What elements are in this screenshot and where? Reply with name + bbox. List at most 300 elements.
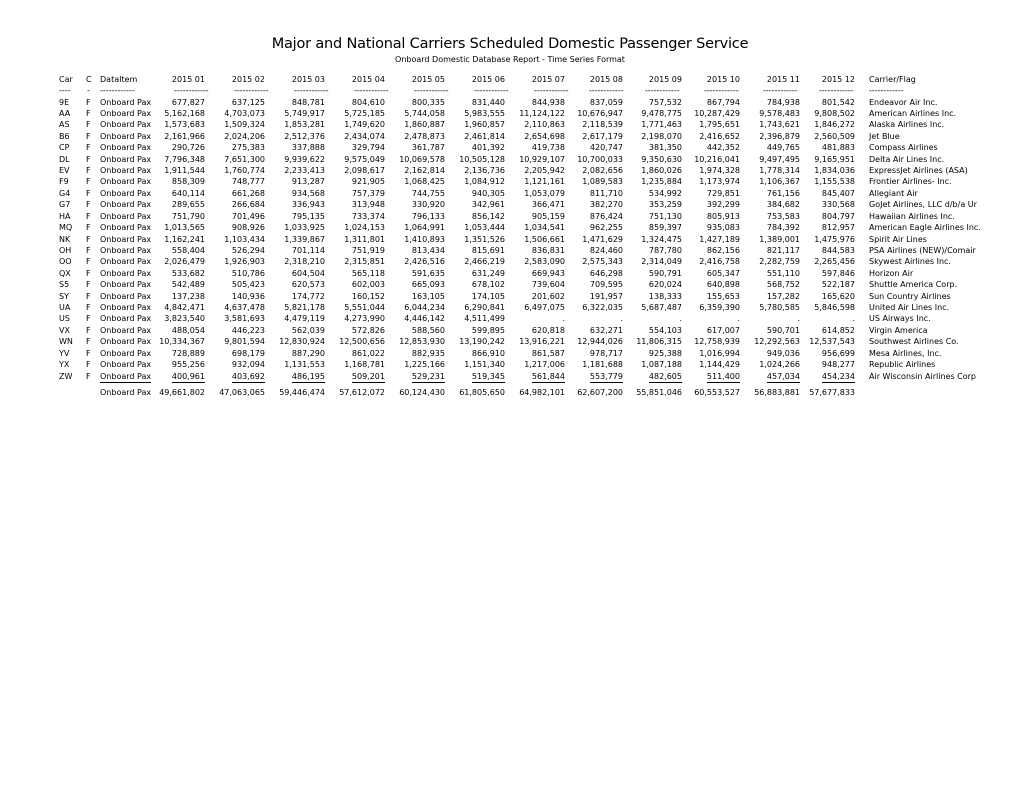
table-cell-col-2015-01: 5,162,168 xyxy=(164,108,205,118)
table-cell-col-2015-08: 646,298 xyxy=(589,268,623,278)
table-cell-col-2015-01: 7,796,348 xyxy=(164,154,205,164)
table-cell-col-2015-03: 174,772 xyxy=(291,291,325,301)
table-cell-col-2015-02: 1,103,434 xyxy=(224,234,265,244)
table-cell-col-car: OO xyxy=(59,257,72,267)
table-cell-col-class: F xyxy=(86,177,91,187)
table-cell-col-2015-06: 866,910 xyxy=(471,348,505,358)
table-cell-col-2015-04: 921,905 xyxy=(351,177,385,187)
header-rule: ------------ xyxy=(174,86,209,95)
table-cell-col-dataitem: Onboard Pax xyxy=(100,257,152,267)
table-cell-col-2015-08: 10,676,947 xyxy=(577,108,623,118)
table-cell-col-2015-10: 605,347 xyxy=(706,268,740,278)
table-cell-col-carrier: Delta Air Lines Inc. xyxy=(869,154,945,164)
table-cell-col-2015-05: 665,093 xyxy=(411,280,445,290)
table-cell-col-2015-03: 336,943 xyxy=(291,200,325,210)
table-cell-col-2015-10: 862,156 xyxy=(706,245,740,255)
table-cell-col-class: F xyxy=(86,108,91,118)
table-cell-col-2015-05: 882,935 xyxy=(411,348,445,358)
table-cell-col-2015-06: 6,290,841 xyxy=(464,303,505,313)
table-cell-col-2015-07: 201,602 xyxy=(531,291,565,301)
table-cell-col-2015-11: 1,024,266 xyxy=(759,360,800,370)
table-cell-col-2015-03: 5,749,917 xyxy=(284,108,325,118)
table-cell-col-2015-04: 5,725,185 xyxy=(344,108,385,118)
table-cell-col-2015-03: 887,290 xyxy=(291,348,325,358)
table-cell-col-2015-10: 12,758,939 xyxy=(694,337,740,347)
table-cell-col-class: F xyxy=(86,131,91,141)
header-col-2015-04: 2015 04 xyxy=(351,75,385,84)
table-cell-col-2015-12: 522,187 xyxy=(821,280,855,290)
table-cell-col-2015-07: 561,844 xyxy=(531,371,565,381)
table-cell-col-2015-05: 12,853,930 xyxy=(399,337,445,347)
table-cell-col-2015-06: 401,392 xyxy=(471,143,505,153)
table-cell-col-2015-12: 801,542 xyxy=(821,97,855,107)
total-cell-col-2015-05: 60,124,430 xyxy=(399,388,445,397)
table-cell-col-2015-01: 1,911,544 xyxy=(164,166,205,176)
table-cell-col-2015-07: 905,159 xyxy=(531,211,565,221)
table-cell-col-2015-01: 677,827 xyxy=(171,97,205,107)
table-cell-col-2015-03: 9,939,622 xyxy=(284,154,325,164)
table-cell-col-2015-07: 1,121,161 xyxy=(524,177,565,187)
table-cell-col-2015-12: 956,699 xyxy=(821,348,855,358)
table-cell-col-dataitem: Onboard Pax xyxy=(100,131,152,141)
table-cell-col-2015-11: 1,778,314 xyxy=(759,166,800,176)
table-cell-col-dataitem: Onboard Pax xyxy=(100,303,152,313)
table-cell-col-2015-04: 160,152 xyxy=(351,291,385,301)
header-col-2015-02: 2015 02 xyxy=(231,75,265,84)
table-cell-col-2015-02: 748,777 xyxy=(231,177,265,187)
table-cell-col-2015-04: 1,311,801 xyxy=(344,234,385,244)
table-cell-col-2015-04: 329,794 xyxy=(351,143,385,153)
table-cell-col-class: F xyxy=(86,257,91,267)
table-cell-col-2015-10: 511,400 xyxy=(706,371,740,381)
table-cell-col-2015-05: 813,434 xyxy=(411,245,445,255)
table-cell-col-2015-01: 1,162,241 xyxy=(164,234,205,244)
table-cell-col-2015-11: 821,117 xyxy=(766,245,800,255)
table-cell-col-2015-10: 1,016,994 xyxy=(699,348,740,358)
table-cell-col-2015-06: 1,053,444 xyxy=(464,223,505,233)
table-cell-col-2015-07: 2,583,090 xyxy=(524,257,565,267)
table-cell-col-2015-12: 614,852 xyxy=(821,325,855,335)
table-cell-col-2015-09: 751,130 xyxy=(648,211,682,221)
table-cell-col-2015-06: 1,960,857 xyxy=(464,120,505,130)
table-cell-col-2015-08: 191,957 xyxy=(589,291,623,301)
table-cell-col-2015-01: 3,823,540 xyxy=(164,314,205,324)
table-cell-col-2015-08: 962,255 xyxy=(589,223,623,233)
table-cell-col-2015-07: 2,110,863 xyxy=(524,120,565,130)
table-cell-col-car: US xyxy=(59,314,70,324)
table-cell-col-2015-03: 848,781 xyxy=(291,97,325,107)
table-cell-col-2015-08: 2,118,539 xyxy=(582,120,623,130)
table-cell-col-car: NK xyxy=(59,234,71,244)
table-cell-col-2015-11: 551,110 xyxy=(766,268,800,278)
header-col-2015-05: 2015 05 xyxy=(411,75,445,84)
table-cell-col-carrier: Republic Airlines xyxy=(869,360,936,370)
table-cell-col-car: F9 xyxy=(59,177,69,187)
table-cell-col-2015-12: 454,234 xyxy=(821,371,855,381)
table-cell-col-2015-02: 3,581,693 xyxy=(224,314,265,324)
table-cell-col-2015-05: 6,044,234 xyxy=(404,303,445,313)
table-cell-col-dataitem: Onboard Pax xyxy=(100,371,152,381)
header-rule: ------------ xyxy=(645,86,680,95)
total-cell-col-2015-04: 57,612,072 xyxy=(339,388,385,397)
table-cell-col-2015-01: 4,842,471 xyxy=(164,303,205,313)
table-cell-col-2015-08: 10,700,033 xyxy=(577,154,623,164)
header-rule: ------------ xyxy=(474,86,509,95)
table-cell-col-2015-08: 420,747 xyxy=(589,143,623,153)
table-cell-col-2015-05: 1,410,893 xyxy=(404,234,445,244)
table-cell-col-2015-03: 1,131,553 xyxy=(284,360,325,370)
table-cell-col-2015-10: 1,974,328 xyxy=(699,166,740,176)
table-cell-col-2015-08: 1,471,629 xyxy=(582,234,623,244)
table-cell-col-dataitem: Onboard Pax xyxy=(100,234,152,244)
table-cell-col-carrier: American Airlines Inc. xyxy=(869,108,957,118)
table-cell-col-2015-01: 290,726 xyxy=(171,143,205,153)
table-cell-col-dataitem: Onboard Pax xyxy=(100,154,152,164)
table-cell-col-2015-11: 568,752 xyxy=(766,280,800,290)
table-cell-col-2015-12: 481,883 xyxy=(821,143,855,153)
table-cell-col-class: F xyxy=(86,154,91,164)
table-cell-col-2015-07: 1,217,006 xyxy=(524,360,565,370)
header-rule: ------------ xyxy=(414,86,449,95)
table-cell-col-car: EV xyxy=(59,166,70,176)
header-rule: ------------ xyxy=(763,86,798,95)
table-cell-col-2015-03: 620,573 xyxy=(291,280,325,290)
header-col-dataitem: DataItem xyxy=(100,75,138,84)
table-cell-col-2015-03: 2,233,413 xyxy=(284,166,325,176)
total-cell-col-2015-02: 47,063,065 xyxy=(219,388,265,397)
table-cell-col-2015-05: 591,635 xyxy=(411,268,445,278)
table-cell-col-2015-11: 457,034 xyxy=(766,371,800,381)
table-cell-col-2015-05: 1,068,425 xyxy=(404,177,445,187)
table-cell-col-2015-07: 6,497,075 xyxy=(524,303,565,313)
table-cell-col-2015-12: 1,475,976 xyxy=(814,234,855,244)
table-cell-col-2015-10: 1,173,974 xyxy=(699,177,740,187)
table-cell-col-class: F xyxy=(86,325,91,335)
table-cell-col-2015-02: 510,786 xyxy=(231,268,265,278)
table-cell-col-2015-11: 5,780,585 xyxy=(759,303,800,313)
table-cell-col-2015-03: 562,039 xyxy=(291,325,325,335)
table-cell-col-class: F xyxy=(86,314,91,324)
table-cell-col-2015-03: 5,821,178 xyxy=(284,303,325,313)
header-rule: ------------ xyxy=(294,86,329,95)
table-cell-col-2015-07: . xyxy=(562,314,565,324)
table-cell-col-2015-02: 932,094 xyxy=(231,360,265,370)
table-cell-col-2015-02: 701,496 xyxy=(231,211,265,221)
table-cell-col-2015-01: 400,961 xyxy=(171,371,205,381)
table-cell-col-2015-08: 2,082,656 xyxy=(582,166,623,176)
table-cell-col-2015-04: 9,575,049 xyxy=(344,154,385,164)
table-cell-col-dataitem: Onboard Pax xyxy=(100,360,152,370)
table-cell-col-car: 9E xyxy=(59,97,70,107)
table-cell-col-2015-06: 1,151,340 xyxy=(464,360,505,370)
table-cell-col-2015-12: 597,846 xyxy=(821,268,855,278)
table-cell-col-class: F xyxy=(86,371,91,381)
table-cell-col-2015-03: 1,033,925 xyxy=(284,223,325,233)
table-cell-col-2015-09: 787,780 xyxy=(648,245,682,255)
table-cell-col-2015-09: 381,350 xyxy=(648,143,682,153)
table-cell-col-2015-06: 174,105 xyxy=(471,291,505,301)
table-cell-col-2015-12: 804,797 xyxy=(821,211,855,221)
table-cell-col-class: F xyxy=(86,211,91,221)
table-cell-col-2015-04: 733,374 xyxy=(351,211,385,221)
table-cell-col-2015-02: 661,268 xyxy=(231,188,265,198)
table-cell-col-2015-01: 542,489 xyxy=(171,280,205,290)
table-cell-col-2015-04: 757,379 xyxy=(351,188,385,198)
table-cell-col-2015-04: 1,749,620 xyxy=(344,120,385,130)
table-cell-col-2015-10: 1,427,189 xyxy=(699,234,740,244)
table-cell-col-2015-01: 1,573,683 xyxy=(164,120,205,130)
table-cell-col-2015-02: 4,637,478 xyxy=(224,303,265,313)
total-cell-col-2015-03: 59,446,474 xyxy=(279,388,325,397)
table-cell-col-2015-11: 1,743,621 xyxy=(759,120,800,130)
table-cell-col-2015-09: 554,103 xyxy=(648,325,682,335)
header-col-2015-10: 2015 10 xyxy=(706,75,740,84)
table-cell-col-2015-03: 604,504 xyxy=(291,268,325,278)
table-cell-col-2015-05: 1,064,991 xyxy=(404,223,445,233)
table-cell-col-2015-06: 1,351,526 xyxy=(464,234,505,244)
table-cell-col-2015-04: 2,315,851 xyxy=(344,257,385,267)
table-cell-col-2015-07: 366,471 xyxy=(531,200,565,210)
table-cell-col-dataitem: Onboard Pax xyxy=(100,166,152,176)
total-cell-col-2015-08: 62,607,200 xyxy=(577,388,623,397)
table-cell-col-2015-10: 2,416,758 xyxy=(699,257,740,267)
table-cell-col-2015-11: 784,392 xyxy=(766,223,800,233)
table-cell-col-class: F xyxy=(86,97,91,107)
table-cell-col-2015-09: 5,687,487 xyxy=(641,303,682,313)
table-cell-col-carrier: Allegiant Air xyxy=(869,188,918,198)
header-col-2015-01: 2015 01 xyxy=(171,75,205,84)
table-cell-col-2015-01: 2,161,966 xyxy=(164,131,205,141)
table-cell-col-2015-05: 796,133 xyxy=(411,211,445,221)
table-cell-col-class: F xyxy=(86,166,91,176)
table-cell-col-2015-02: 140,936 xyxy=(231,291,265,301)
table-cell-col-class: F xyxy=(86,234,91,244)
table-cell-col-2015-09: 1,235,884 xyxy=(641,177,682,187)
table-cell-col-2015-11: 12,292,563 xyxy=(754,337,800,347)
table-cell-col-2015-10: 805,913 xyxy=(706,211,740,221)
header-col-2015-11: 2015 11 xyxy=(766,75,800,84)
total-cell-col-2015-01: 49,661,802 xyxy=(159,388,205,397)
table-cell-col-2015-01: 1,013,565 xyxy=(164,223,205,233)
table-cell-col-2015-04: 2,098,617 xyxy=(344,166,385,176)
table-cell-col-2015-05: 163,105 xyxy=(411,291,445,301)
table-cell-col-dataitem: Onboard Pax xyxy=(100,348,152,358)
table-cell-col-2015-12: 330,568 xyxy=(821,200,855,210)
table-cell-col-dataitem: Onboard Pax xyxy=(100,314,152,324)
table-cell-col-car: UA xyxy=(59,303,71,313)
table-cell-col-2015-09: 2,198,070 xyxy=(641,131,682,141)
table-cell-col-2015-02: 275,383 xyxy=(231,143,265,153)
table-cell-col-2015-05: 10,069,578 xyxy=(399,154,445,164)
table-cell-col-2015-07: 13,916,221 xyxy=(519,337,565,347)
table-cell-col-carrier: Mesa Airlines, Inc. xyxy=(869,348,942,358)
table-cell-col-2015-09: 1,860,026 xyxy=(641,166,682,176)
table-cell-col-2015-10: 10,287,429 xyxy=(694,108,740,118)
table-cell-col-2015-02: 526,294 xyxy=(231,245,265,255)
table-cell-col-2015-05: 5,744,058 xyxy=(404,108,445,118)
total-cell-col-2015-07: 64,982,101 xyxy=(519,388,565,397)
table-cell-col-2015-07: 10,929,107 xyxy=(519,154,565,164)
table-cell-col-2015-05: 330,920 xyxy=(411,200,445,210)
table-cell-col-2015-10: . xyxy=(737,314,740,324)
table-cell-col-2015-09: 925,388 xyxy=(648,348,682,358)
table-cell-col-2015-08: 382,270 xyxy=(589,200,623,210)
table-cell-col-2015-08: 978,717 xyxy=(589,348,623,358)
header-col-class: C xyxy=(86,75,92,84)
table-cell-col-2015-06: 13,190,242 xyxy=(459,337,505,347)
table-cell-col-2015-01: 640,114 xyxy=(171,188,205,198)
table-cell-col-2015-03: 12,830,924 xyxy=(279,337,325,347)
table-cell-col-class: F xyxy=(86,120,91,130)
table-cell-col-2015-05: 4,446,142 xyxy=(404,314,445,324)
table-cell-col-dataitem: Onboard Pax xyxy=(100,143,152,153)
table-cell-col-2015-11: 2,282,759 xyxy=(759,257,800,267)
table-cell-col-carrier: Spirit Air Lines xyxy=(869,234,927,244)
table-cell-col-2015-02: 1,926,903 xyxy=(224,257,265,267)
table-cell-col-2015-01: 137,238 xyxy=(171,291,205,301)
table-cell-col-carrier: US Airways Inc. xyxy=(869,314,931,324)
table-cell-col-2015-03: 701,114 xyxy=(291,245,325,255)
header-rule: ------------ xyxy=(819,86,854,95)
table-cell-col-2015-04: 4,273,990 xyxy=(344,314,385,324)
table-cell-col-2015-06: 519,345 xyxy=(471,371,505,381)
table-cell-col-dataitem: Onboard Pax xyxy=(100,223,152,233)
table-cell-col-2015-11: 9,578,483 xyxy=(759,108,800,118)
table-cell-col-2015-01: 558,404 xyxy=(171,245,205,255)
table-cell-col-2015-09: . xyxy=(679,314,682,324)
table-cell-col-2015-12: 9,165,951 xyxy=(814,154,855,164)
table-cell-col-2015-07: 861,587 xyxy=(531,348,565,358)
table-cell-col-2015-06: 678,102 xyxy=(471,280,505,290)
table-cell-col-2015-10: 10,216,041 xyxy=(694,154,740,164)
table-cell-col-2015-12: 12,537,543 xyxy=(809,337,855,347)
table-cell-col-car: AA xyxy=(59,108,71,118)
table-cell-col-2015-02: 1,509,324 xyxy=(224,120,265,130)
table-cell-col-2015-09: 9,350,630 xyxy=(641,154,682,164)
table-cell-col-dataitem: Onboard Pax xyxy=(100,325,152,335)
table-cell-col-2015-08: 2,617,179 xyxy=(582,131,623,141)
header-col-2015-08: 2015 08 xyxy=(589,75,623,84)
table-cell-col-2015-09: 1,771,463 xyxy=(641,120,682,130)
table-cell-col-car: WN xyxy=(59,337,73,347)
table-cell-col-2015-08: 824,460 xyxy=(589,245,623,255)
table-cell-col-class: F xyxy=(86,360,91,370)
table-cell-col-2015-04: 602,003 xyxy=(351,280,385,290)
table-cell-col-2015-07: 844,938 xyxy=(531,97,565,107)
header-col-2015-09: 2015 09 xyxy=(648,75,682,84)
table-cell-col-2015-03: 337,888 xyxy=(291,143,325,153)
table-cell-col-2015-11: 1,106,367 xyxy=(759,177,800,187)
table-cell-col-2015-10: 155,653 xyxy=(706,291,740,301)
table-cell-col-2015-12: 1,834,036 xyxy=(814,166,855,176)
table-cell-col-2015-03: 4,479,119 xyxy=(284,314,325,324)
table-cell-col-carrier: Endeavor Air Inc. xyxy=(869,97,938,107)
table-cell-col-2015-04: 2,434,074 xyxy=(344,131,385,141)
table-cell-col-2015-04: 572,826 xyxy=(351,325,385,335)
table-cell-col-dataitem: Onboard Pax xyxy=(100,97,152,107)
table-cell-col-2015-04: 12,500,656 xyxy=(339,337,385,347)
header-rule: ------------ xyxy=(589,86,624,95)
table-cell-col-2015-10: 1,795,651 xyxy=(699,120,740,130)
table-cell-col-2015-01: 10,334,367 xyxy=(159,337,205,347)
table-cell-col-2015-09: 482,605 xyxy=(648,371,682,381)
table-cell-col-2015-12: 2,560,509 xyxy=(814,131,855,141)
header-rule: ------------ xyxy=(234,86,269,95)
header-rule: - xyxy=(87,86,90,95)
header-col-2015-03: 2015 03 xyxy=(291,75,325,84)
table-cell-col-2015-11: 1,389,001 xyxy=(759,234,800,244)
table-cell-col-class: F xyxy=(86,245,91,255)
total-cell-col-2015-09: 55,851,046 xyxy=(636,388,682,397)
table-cell-col-car: SY xyxy=(59,291,69,301)
table-cell-col-2015-08: 553,779 xyxy=(589,371,623,381)
table-cell-col-2015-02: 266,684 xyxy=(231,200,265,210)
report-title: Major and National Carriers Scheduled Domestic Passenger Service xyxy=(271,36,749,52)
table-cell-col-2015-04: 804,610 xyxy=(351,97,385,107)
table-cell-col-carrier: Alaska Airlines Inc. xyxy=(869,120,945,130)
table-cell-col-car: S5 xyxy=(59,280,70,290)
table-cell-col-2015-06: 342,961 xyxy=(471,200,505,210)
table-cell-col-2015-05: 800,335 xyxy=(411,97,445,107)
table-cell-col-class: F xyxy=(86,268,91,278)
table-cell-col-2015-11: 949,036 xyxy=(766,348,800,358)
table-cell-col-2015-06: 856,142 xyxy=(471,211,505,221)
table-cell-col-2015-01: 533,682 xyxy=(171,268,205,278)
table-cell-col-2015-10: 729,851 xyxy=(706,188,740,198)
table-cell-col-carrier: PSA Airlines (NEW)/Comair xyxy=(869,245,976,255)
table-cell-col-2015-08: 632,271 xyxy=(589,325,623,335)
table-cell-col-2015-04: 751,919 xyxy=(351,245,385,255)
table-cell-col-carrier: Horizon Air xyxy=(869,268,914,278)
table-cell-col-carrier: ExpressJet Airlines (ASA) xyxy=(869,166,968,176)
total-cell-col-2015-06: 61,805,650 xyxy=(459,388,505,397)
table-cell-col-2015-10: 442,352 xyxy=(706,143,740,153)
table-cell-col-car: QX xyxy=(59,268,71,278)
table-cell-col-dataitem: Onboard Pax xyxy=(100,211,152,221)
table-cell-col-class: F xyxy=(86,223,91,233)
table-cell-col-2015-01: 751,790 xyxy=(171,211,205,221)
table-cell-col-2015-08: 6,322,035 xyxy=(582,303,623,313)
table-cell-col-car: ZW xyxy=(59,371,73,381)
table-cell-col-2015-02: 4,703,073 xyxy=(224,108,265,118)
table-cell-col-2015-04: 5,551,044 xyxy=(344,303,385,313)
table-cell-col-2015-03: 795,135 xyxy=(291,211,325,221)
table-cell-col-2015-06: 599,895 xyxy=(471,325,505,335)
table-cell-col-car: B6 xyxy=(59,131,70,141)
table-cell-col-class: F xyxy=(86,291,91,301)
table-cell-col-car: VX xyxy=(59,325,70,335)
table-cell-col-2015-03: 1,339,867 xyxy=(284,234,325,244)
table-cell-col-2015-02: 403,692 xyxy=(231,371,265,381)
table-cell-col-2015-02: 908,926 xyxy=(231,223,265,233)
table-cell-col-2015-04: 1,024,153 xyxy=(344,223,385,233)
table-cell-col-2015-02: 637,125 xyxy=(231,97,265,107)
table-cell-col-2015-06: 831,440 xyxy=(471,97,505,107)
table-cell-col-carrier: GoJet Airlines, LLC d/b/a Ur xyxy=(869,200,977,210)
table-cell-col-2015-01: 955,256 xyxy=(171,360,205,370)
table-cell-col-2015-12: 2,265,456 xyxy=(814,257,855,267)
table-cell-col-2015-05: 1,225,166 xyxy=(404,360,445,370)
table-cell-col-2015-09: 2,314,049 xyxy=(641,257,682,267)
table-cell-col-2015-08: 12,944,026 xyxy=(577,337,623,347)
table-cell-col-2015-01: 289,655 xyxy=(171,200,205,210)
table-cell-col-dataitem: Onboard Pax xyxy=(100,200,152,210)
table-cell-col-carrier: Compass Airlines xyxy=(869,143,938,153)
table-cell-col-dataitem: Onboard Pax xyxy=(100,245,152,255)
table-cell-col-class: F xyxy=(86,303,91,313)
header-rule: ------------ xyxy=(534,86,569,95)
table-cell-col-2015-08: 1,089,583 xyxy=(582,177,623,187)
